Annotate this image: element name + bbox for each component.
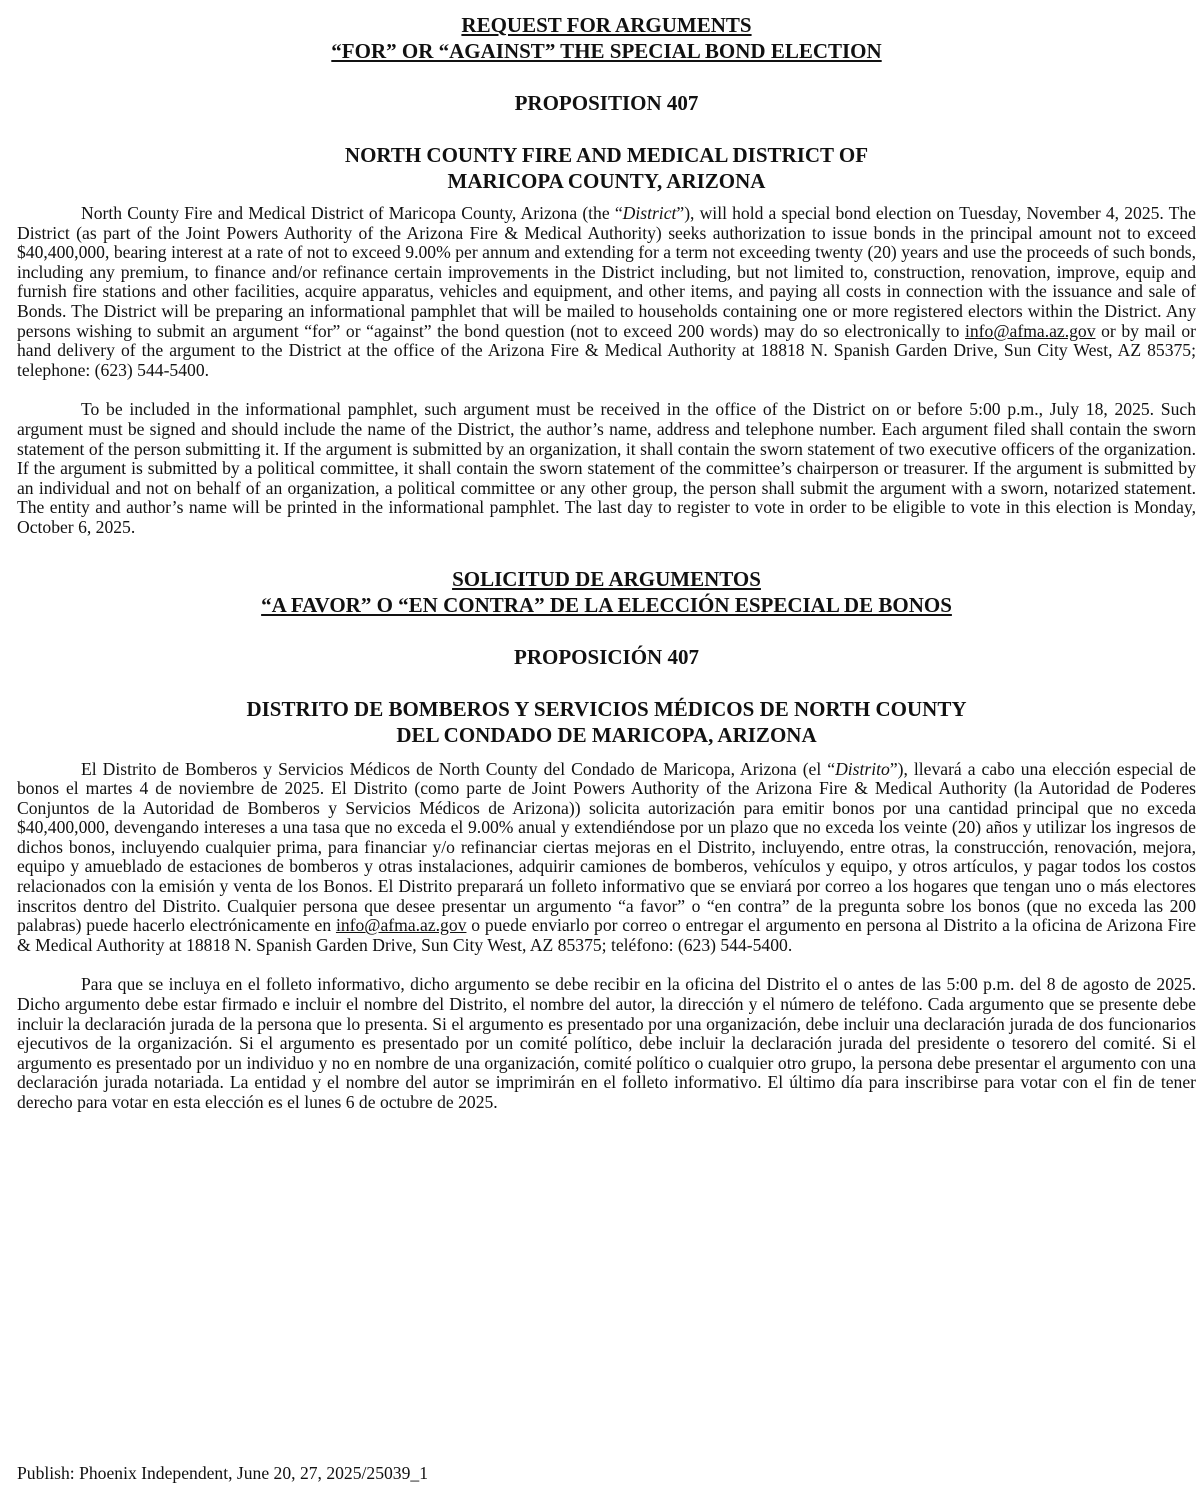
spanish-paragraph-1 <box>17 760 1196 956</box>
spanish-section <box>17 566 1196 1113</box>
english-paragraph-1-start: North County Fire and Medical District of Maricopa County, Arizona (the “ <box>81 203 623 223</box>
english-email-link[interactable]: info@afma.az.gov <box>965 320 1096 341</box>
english-title-line-2: “FOR” OR “AGAINST” THE SPECIAL BOND ELECTION <box>331 39 882 63</box>
english-district-term: District <box>622 203 677 223</box>
spanish-paragraph-1-middle: ”), llevará a cabo una elección especial de bonos el martes 4 de noviembre de 2025. El Distrito (como parte de Joint Powers Authority of the Arizona Fire & Medical Authority (la Autoridad de Poderes Conjuntos de la Autoridad de Bomberos y Servicios Médicos de Arizona)) solicita autorización para emitir bonos por una cantidad principal que no exceda $40,400,000, devengando intereses a una tasa que no exceda el 9.00% anual y extendiéndose por un plazo que no exceda los veinte (20) años y utilizar los ingresos de dichos bonos, incluyendo cualquier prima, para financiar y/o refinanciar ciertas mejoras en el Distrito, incluyendo, entre otras, la construcción, renovación, mejora, equipo y amueblado de estaciones de bomberos y otras instalaciones, adquirir camiones de bomberos, vehículos y equipo, y otros artículos, y pagar todos los costos relacionados con la emisión y venta de los Bonos. El Distrito preparará un folleto informativo que se enviará por correo a los hogares que tengan uno o más electores inscritos dentro del Distrito. Cualquier persona que desee presentar un argumento “a favor” o “en contra” de la pregunta sobre los bonos (que no exceda las 200 palabras) puede hacerlo electrónicamente en <box>17 758 1196 936</box>
english-paragraph-2: To be included in the informational pamphlet, such argument must be received in the office of the District on or before 5:00 p.m., July 18, 2025. Such argument must be signed and should include the name of the District, the author’s name, address and telephone number. Each argument filed shall contain the sworn statement of the person submitting it. If the argument is submitted by an organization, it shall contain the sworn statement of two executive officers of the organization. If the argument is submitted by a political committee, it shall contain the sworn statement of the committee’s chairperson or treasurer. If the argument is submitted by an individual and not on behalf of an organization, a political committee or any other group, the person shall submit the argument with a sworn, notarized statement. The entity and author’s name will be printed in the informational pamphlet. The last day to register to vote in order to be eligible to vote in this election is Monday, October 6, 2025. <box>17 399 1196 537</box>
spanish-title-line-2: “A FAVOR” O “EN CONTRA” DE LA ELECCIÓN ESPECIAL DE BONOS <box>261 592 952 617</box>
english-paragraph-1-end: or by mail or hand delivery of the argument to the District at the office of the Arizona Fire & Medical Authority at 18818 N. Spanish Garden Drive, Sun City West, AZ 85375; telephone: (623) 544-5400. <box>17 320 1196 380</box>
english-paragraph-1 <box>17 204 1196 380</box>
spanish-proposition-heading: PROPOSICIÓN 407 <box>514 644 699 669</box>
english-district-line-2: MARICOPA COUNTY, ARIZONA <box>447 169 766 193</box>
spanish-paragraph-2: Para que se incluya en el folleto informativo, dicho argumento se debe recibir en la oficina del Distrito el o antes de las 5:00 p.m. del 8 de agosto de 2025. Dicho argumento debe estar firmado e incluir el nombre del Distrito, el nombre del autor, la dirección y el número de teléfono. Cada argumento que se presente debe incluir la declaración jurada de la persona que lo presenta. Si el argumento es presentado por una organización, debe incluir una declaración jurada de dos funcionarios ejecutivos de la organización. Si el argumento es presentado por un comité político, debe incluir la declaración jurada del presidente o tesorero del comité. Si el argumento es presentado por un individuo y no en nombre de una organización, comité político o cualquier otro grupo, la persona debe presentar el argumento con una declaración jurada notariada. La entidad y el nombre del autor se imprimirán en el folleto informativo. El último día para inscribirse para votar con el fin de tener derecho para votar en esta elección es el lunes 6 de octubre de 2025. <box>17 974 1196 1112</box>
spanish-district-line-1: DISTRITO DE BOMBEROS Y SERVICIOS MÉDICOS DE NORTH COUNTY <box>246 696 967 721</box>
spanish-district-term: Distrito <box>835 758 890 779</box>
spanish-email-link[interactable]: info@afma.az.gov <box>335 915 467 936</box>
publication-footer: Publish: Phoenix Independent, June 20, 27, 2025/25039_1 <box>17 1463 428 1483</box>
english-district-line-1: NORTH COUNTY FIRE AND MEDICAL DISTRICT OF <box>344 143 869 167</box>
spanish-paragraph-1-end: o puede enviarlo por correo o entregar el argumento en persona al Distrito a la oficina de Arizona Fire & Medical Authority at 18818 N. Spanish Garden Drive, Sun City West, AZ 85375; teléfono: (623) 544-5400. <box>17 915 1196 955</box>
spanish-paragraph-1-start: El Distrito de Bomberos y Servicios Médicos de North County del Condado de Maricopa, Arizona (el “ <box>81 758 836 779</box>
spanish-district-line-2: DEL CONDADO DE MARICOPA, ARIZONA <box>396 722 817 747</box>
english-section <box>17 12 1196 538</box>
english-paragraph-1-middle: ”), will hold a special bond election on Tuesday, November 4, 2025. The District (as part of the Joint Powers Authority of the Arizona Fire & Medical Authority) seeks authorization to issue bonds in the principal amount not to exceed $40,400,000, bearing interest at a rate of not to exceed 9.00% per annum and extending for a term not exceeding twenty (20) years and use the proceeds of such bonds, including any premium, to finance and/or refinance certain improvements in the District including, but not limited to, construction, renovation, improve, equip and furnish fire stations and other facilities, acquire apparatus, vehicles and equipment, and other items, and paying all costs in connection with the issuance and sale of Bonds. The District will be preparing an informational pamphlet that will be mailed to households containing one or more registered electors within the District. Any persons wishing to submit an argument “for” or “against” the bond question (not to exceed 200 words) may do so electronically to <box>17 203 1196 341</box>
spanish-title-line-1: SOLICITUD DE ARGUMENTOS <box>452 566 761 591</box>
english-title-line-1: REQUEST FOR ARGUMENTS <box>461 13 752 37</box>
english-proposition-heading: PROPOSITION 407 <box>514 91 699 115</box>
